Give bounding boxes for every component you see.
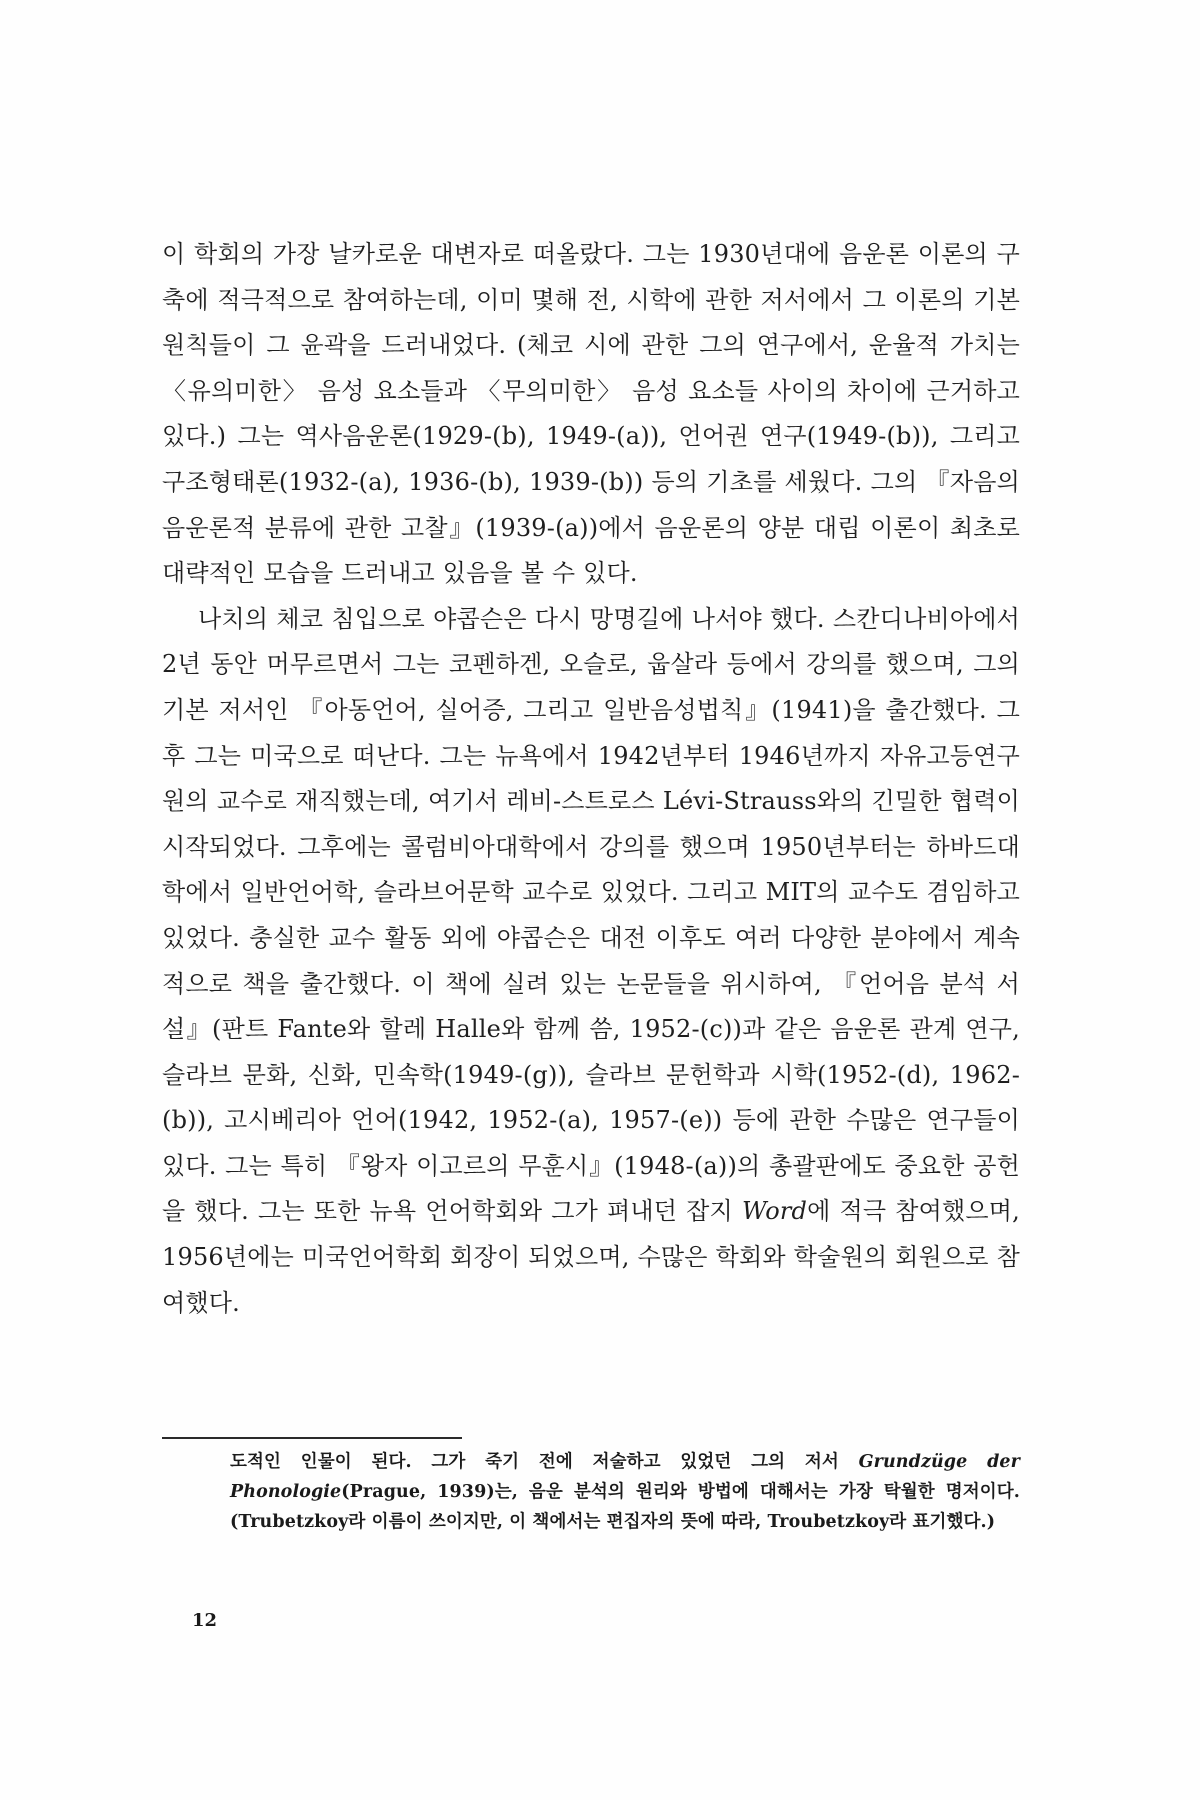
paragraph-2-part-a: 나치의 체코 침입으로 야콥슨은 다시 망명길에 나서야 했다. 스칸디나비아에서 2년 동안 머무르면서 그는 코펜하겐, 오슬로, 웁살라 등에서 강의를 했으며, 그의 기본 저서인 『아동언어, 실어증, 그리고 일반음성법칙』(1941)을 출간했다. 그후 그는 미국으로 떠난다. 그는 뉴욕에서 1942년부터 1946년까지 자유고등연구원의 교수로 재직했는데, 여기서 레비-스트로스 Lévi-Strauss와의 긴밀한 협력이 시작되었다. 그후에는 콜럼비아대학에서 강의를 했으며 1950년부터는 하바드대학에서 일반언어학, 슬라브어문학 교수로 있었다. 그리고 MIT의 교수도 겸임하고 있었다. 충실한 교수 활동 외에 야콥슨은 대전 이후도 여러 다양한 분야에서 계속적으로 책을 출간했다. 이 책에 실려 있는 논문들을 위시하여, 『언어음 분석 서설』(판트 Fante와 할레 Halle와 함께 씀, 1952-(c))과 같은 음운론 관계 연구, 슬라브 문화, 신화, 민속학(1949-(g)), 슬라브 문헌학과 시학(1952-(d), 1962-(b)), 고시베리아 언어(1942, 1952-(a), 1957-(e)) 등에 관한 수많은 연구들이 있다. 그는 특히 『왕자 이고르의 무훈시』(1948-(a))의 총괄판에도 중요한 공헌을 했다. 그는 또한 뉴욕 언어학회와 그가 펴내던 잡지 — [162, 604, 1020, 1226]
footnote-part-b: (Prague, 1939)는, 음운 분석의 원리와 방법에 대해서는 가장 탁월한 명저이다. (Trubetzkoy라 이름이 쓰이지만, 이 책에서는 편집자의 뜻에 따라, Troubetzkoy라 표기했다.) — [230, 1482, 1020, 1532]
paragraph-2-part-b: 에 적극 참여했으며, 1956년에는 미국언어학회 회장이 되었으며, 수많은 학회와 학술원의 회원으로 참여했다. — [162, 1197, 1020, 1317]
main-text — [162, 232, 1020, 1326]
paragraph-2 — [162, 597, 1020, 1327]
footnote — [230, 1447, 1020, 1537]
footnote-divider — [162, 1437, 462, 1439]
journal-title-word: Word — [741, 1197, 808, 1226]
paragraph-1: 이 학회의 가장 날카로운 대변자로 떠올랐다. 그는 1930년대에 음운론 이론의 구축에 적극적으로 참여하는데, 이미 몇해 전, 시학에 관한 저서에서 그 이론의 기본 원칙들이 그 윤곽을 드러내었다. (체코 시에 관한 그의 연구에서, 운율적 가치는 〈유의미한〉 음성 요소들과 〈무의미한〉 음성 요소들 사이의 차이에 근거하고 있다.) 그는 역사음운론(1929-(b), 1949-(a)), 언어권 연구(1949-(b)), 그리고 구조형태론(1932-(a), 1936-(b), 1939-(b)) 등의 기초를 세웠다. 그의 『자음의 음운론적 분류에 관한 고찰』(1939-(a))에서 음운론의 양분 대립 이론이 최초로 대략적인 모습을 드러내고 있음을 볼 수 있다. — [162, 240, 1020, 588]
footnote-book-title: Grundzüge der Phonologie — [230, 1452, 1020, 1502]
footnote-part-a: 도적인 인물이 된다. 그가 죽기 전에 저술하고 있었던 그의 저서 — [230, 1452, 859, 1472]
page-number: 12 — [192, 1610, 218, 1631]
